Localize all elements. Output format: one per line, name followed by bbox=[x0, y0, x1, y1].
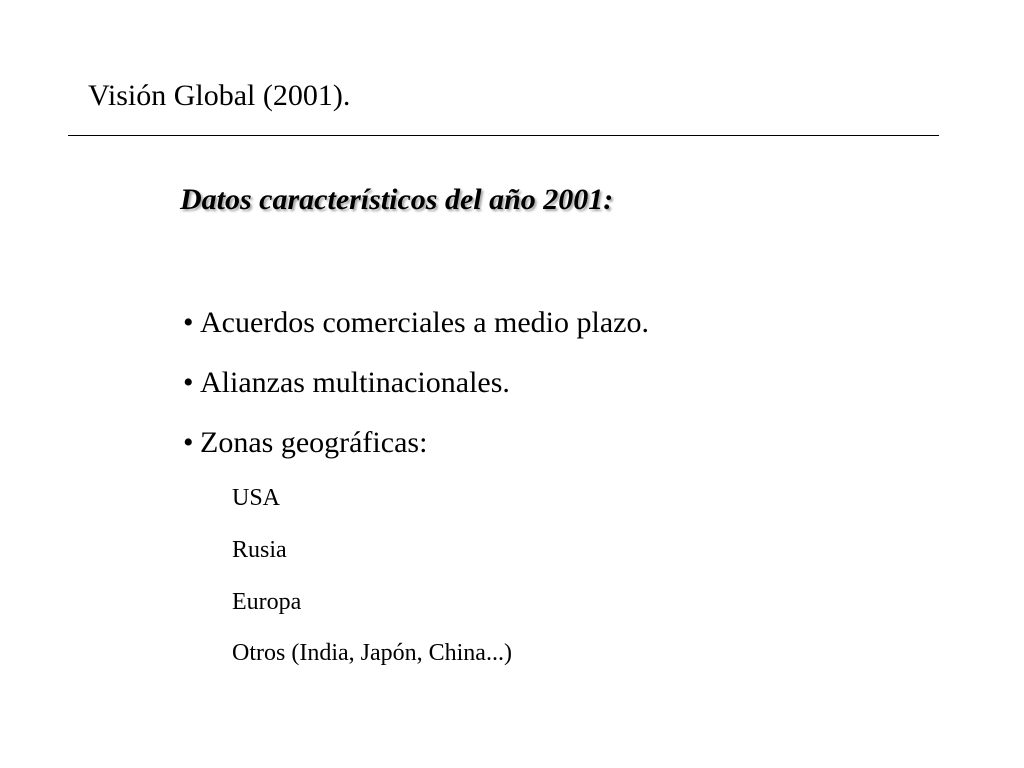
bullet-icon: • bbox=[183, 366, 194, 399]
bullet-item bbox=[183, 425, 427, 461]
bullet-icon: • bbox=[183, 306, 194, 339]
bullet-text: Alianzas multinacionales. bbox=[200, 366, 510, 399]
bullet-text: Zonas geográficas: bbox=[200, 426, 428, 459]
zone-item-usa: USA bbox=[232, 485, 281, 511]
bullet-icon: • bbox=[183, 426, 194, 459]
title-divider bbox=[68, 135, 939, 136]
zone-item-europa: Europa bbox=[232, 589, 302, 615]
section-heading: Datos característicos del año 2001: bbox=[180, 183, 614, 216]
slide-title: Visión Global (2001). bbox=[88, 79, 351, 112]
bullet-text: Acuerdos comerciales a medio plazo. bbox=[200, 306, 649, 339]
zone-item-rusia: Rusia bbox=[232, 537, 287, 563]
bullet-item bbox=[183, 305, 649, 341]
zone-item-otros: Otros (India, Japón, China...) bbox=[232, 640, 512, 666]
bullet-item bbox=[183, 365, 510, 401]
